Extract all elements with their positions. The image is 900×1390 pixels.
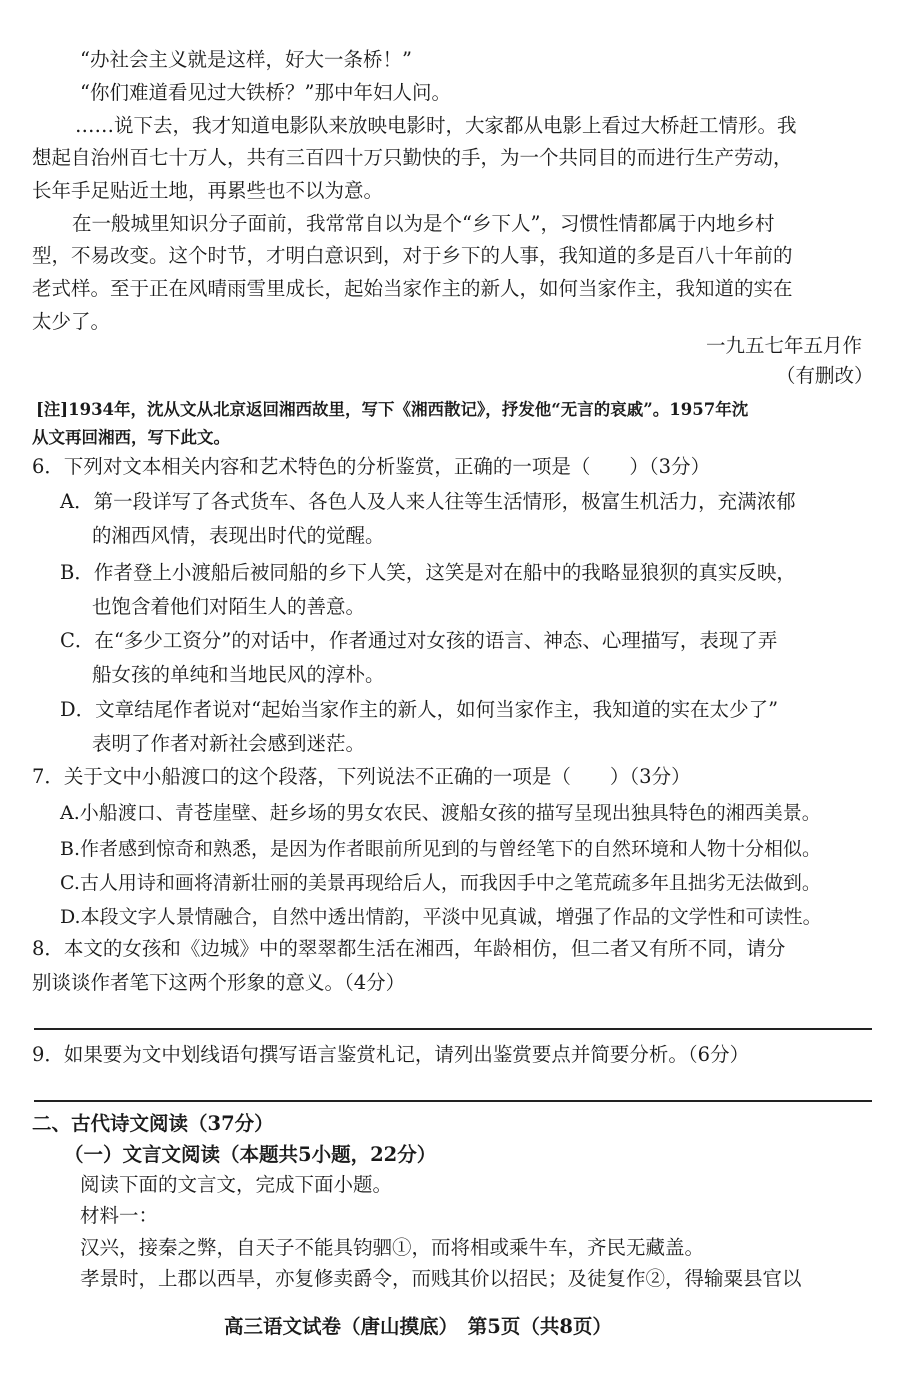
passage-line-1: “办社会主义就是这样，好大一条桥！” xyxy=(80,48,412,71)
section2-title: 二、古代诗文阅读（37分） xyxy=(32,1112,274,1135)
material-label: 材料一： xyxy=(80,1204,159,1227)
q6-stem: 6．下列对文本相关内容和艺术特色的分析鉴赏，正确的一项是（ ）（3分） xyxy=(32,455,711,478)
page-footer: 高三语文试卷（唐山摸底） 第5页（共8页） xyxy=(224,1315,612,1338)
q7-option-d: D.本段文字人景情融合，自然中透出情韵，平淡中见真诚，增强了作品的文学性和可读性。 xyxy=(60,906,822,928)
passage-line-4: 想起自治州百七十万人，共有三百四十万只勤快的手，为一个共同目的而进行生产劳动， xyxy=(32,146,793,169)
passage-note-line-1: [注]1934年，沈从文从北京返回湘西故里，写下《湘西散记》，抒发他“无言的哀戚”。1957年沈 xyxy=(36,400,749,419)
answer-line-q8 xyxy=(34,1028,872,1030)
q6-option-d-line-2: 表明了作者对新社会感到迷茫。 xyxy=(92,732,366,755)
passage-line-6: 在一般城里知识分子面前，我常常自以为是个“乡下人”，习惯性情都属于内地乡村 xyxy=(72,212,775,235)
classical-text-line-1: 汉兴，接秦之弊，自天子不能具钧驷①，而将相或乘牛车，齐民无藏盖。 xyxy=(80,1236,705,1259)
passage-line-8: 老式样。至于正在风晴雨雪里成长，起始当家作主的新人，如何当家作主，我知道的实在 xyxy=(32,277,793,300)
section2-subtitle: （一）文言文阅读（本题共5小题，22分） xyxy=(64,1143,437,1166)
q7-stem: 7．关于文中小船渡口的这个段落，下列说法不正确的一项是（ ）（3分） xyxy=(32,765,691,788)
q8-line-2: 别谈谈作者笔下这两个形象的意义。（4分） xyxy=(32,971,406,994)
section2-instruction: 阅读下面的文言文，完成下面小题。 xyxy=(80,1173,393,1196)
q6-option-a-line-1: A．第一段详写了各式货车、各色人及人来人往等生活情形，极富生机活力，充满浓郁 xyxy=(60,490,796,513)
passage-line-3: ……说下去，我才知道电影队来放映电影时，大家都从电影上看过大桥赶工情形。我 xyxy=(75,114,797,137)
passage-line-5: 长年手足贴近土地，再累些也不以为意。 xyxy=(32,179,384,202)
passage-note-line-2: 从文再回湘西，写下此文。 xyxy=(32,428,230,447)
q8-line-1: 8．本文的女孩和《边城》中的翠翠都生活在湘西，年龄相仿，但二者又有所不同，请分 xyxy=(32,937,786,960)
q7-option-a: A.小船渡口、青苍崖壁、赶乡场的男女农民、渡船女孩的描写呈现出独具特色的湘西美景。 xyxy=(60,802,821,824)
passage-line-2: “你们难道看见过大铁桥？”那中年妇人问。 xyxy=(80,81,451,104)
q9-stem: 9．如果要为文中划线语句撰写语言鉴赏札记，请列出鉴赏要点并简要分析。（6分） xyxy=(32,1043,750,1066)
answer-line-q9 xyxy=(34,1100,872,1102)
passage-line-7: 型，不易改变。这个时节，才明白意识到，对于乡下的人事，我知道的多是百八十年前的 xyxy=(32,244,793,267)
q6-option-c-line-2: 船女孩的单纯和当地民风的淳朴。 xyxy=(92,663,385,686)
passage-date: 一九五七年五月作 xyxy=(706,334,863,357)
q7-option-c: C.古人用诗和画将清新壮丽的美景再现给后人，而我因手中之笔荒疏多年且拙劣无法做到。 xyxy=(60,872,821,894)
passage-line-9: 太少了。 xyxy=(32,310,111,333)
q6-option-a-line-2: 的湘西风情，表现出时代的觉醒。 xyxy=(92,524,385,547)
q6-option-b-line-1: B．作者登上小渡船后被同船的乡下人笑，这笑是对在船中的我略显狼狈的真实反映， xyxy=(60,561,796,584)
classical-text-line-2: 孝景时，上郡以西旱，亦复修卖爵令，而贱其价以招民；及徒复作②，得输粟县官以 xyxy=(80,1267,802,1290)
q6-option-b-line-2: 也饱含着他们对陌生人的善意。 xyxy=(92,595,366,618)
q6-option-d-line-1: D．文章结尾作者说对“起始当家作主的新人，如何当家作主，我知道的实在太少了” xyxy=(60,698,779,721)
q7-option-b: B.作者感到惊奇和熟悉，是因为作者眼前所见到的与曾经笔下的自然环境和人物十分相似。 xyxy=(60,838,822,860)
passage-revised: （有删改） xyxy=(776,364,874,387)
q6-option-c-line-1: C．在“多少工资分”的对话中，作者通过对女孩的语言、神态、心理描写，表现了弄 xyxy=(60,629,778,652)
